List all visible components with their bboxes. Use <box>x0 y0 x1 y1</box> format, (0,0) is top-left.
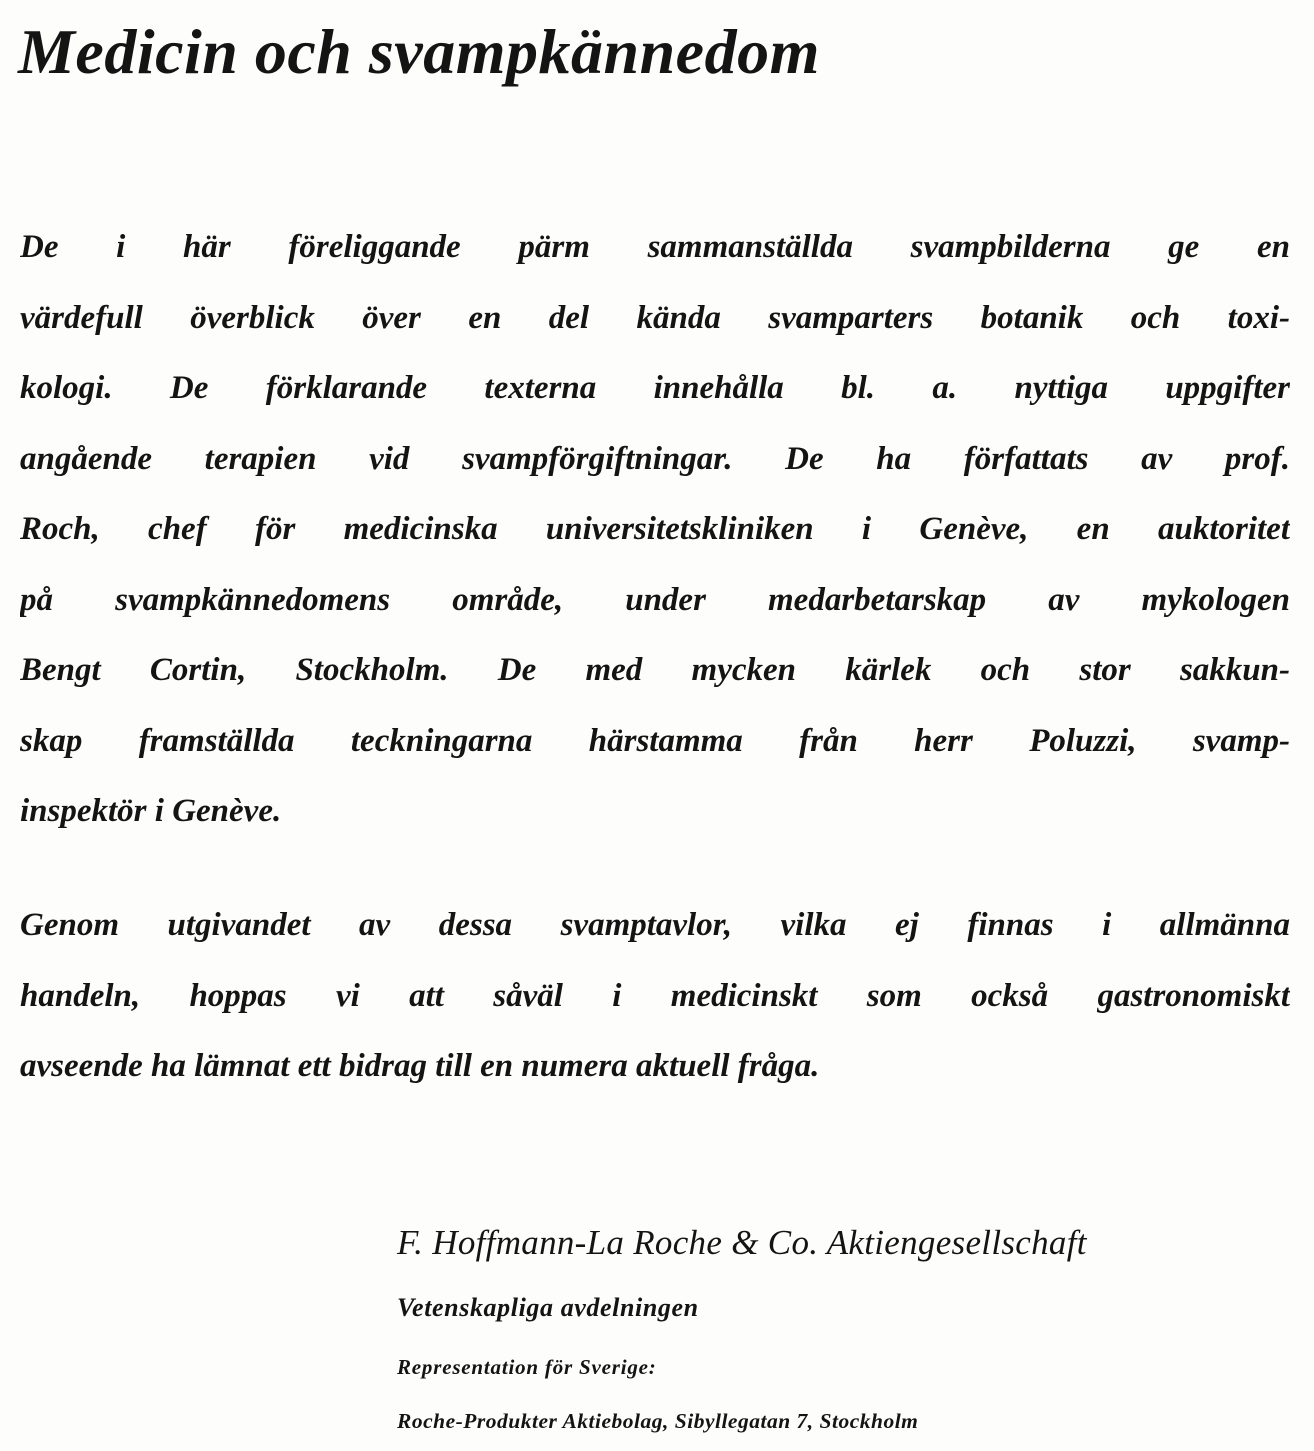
text-line: inspektör i Genève. <box>20 793 282 829</box>
text-line: angående terapien vid svampförgiftningar. De ha författats av prof. <box>20 440 1290 477</box>
signature-company: F. Hoffmann-La Roche & Co. Aktiengesellschaft <box>397 1223 1087 1262</box>
signature-representation: Representation för Sverige: <box>397 1355 657 1379</box>
signature-address: Roche-Produkter Aktiebolag, Sibyllegatan 7, Stockholm <box>397 1409 919 1433</box>
text-line: De i här föreliggande pärm sammanställda svampbilderna ge en <box>20 229 1290 265</box>
text-line: Genom utgivandet av dessa svamptavlor, vilka ej finnas i allmänna <box>20 907 1290 943</box>
page-title: Medicin och svampkännedom <box>18 16 820 87</box>
text-line: handeln, hoppas vi att såväl i medicinskt som också gastronomiskt <box>20 977 1290 1014</box>
signature-department: Vetenskapliga avdelningen <box>397 1293 699 1322</box>
text-line: kologi. De förklarande texterna innehålla bl. a. nyttiga uppgifter <box>20 370 1290 406</box>
text-line: Bengt Cortin, Stockholm. De med mycken kärlek och stor sakkun- <box>20 652 1290 688</box>
text-line: Roch, chef för medicinska universitetskliniken i Genève, en auktoritet <box>20 511 1290 547</box>
text-line: värdefull överblick över en del kända svamparters botanik och toxi- <box>20 299 1290 336</box>
text-line: på svampkännedomens område, under medarbetarskap av mykologen <box>20 581 1290 618</box>
paragraph-intro <box>20 212 1290 847</box>
paragraph-closing <box>20 890 1290 1102</box>
text-line: skap framställda teckningarna härstamma från herr Poluzzi, svamp- <box>20 722 1290 759</box>
text-line: avseende ha lämnat ett bidrag till en numera aktuell fråga. <box>20 1048 820 1084</box>
